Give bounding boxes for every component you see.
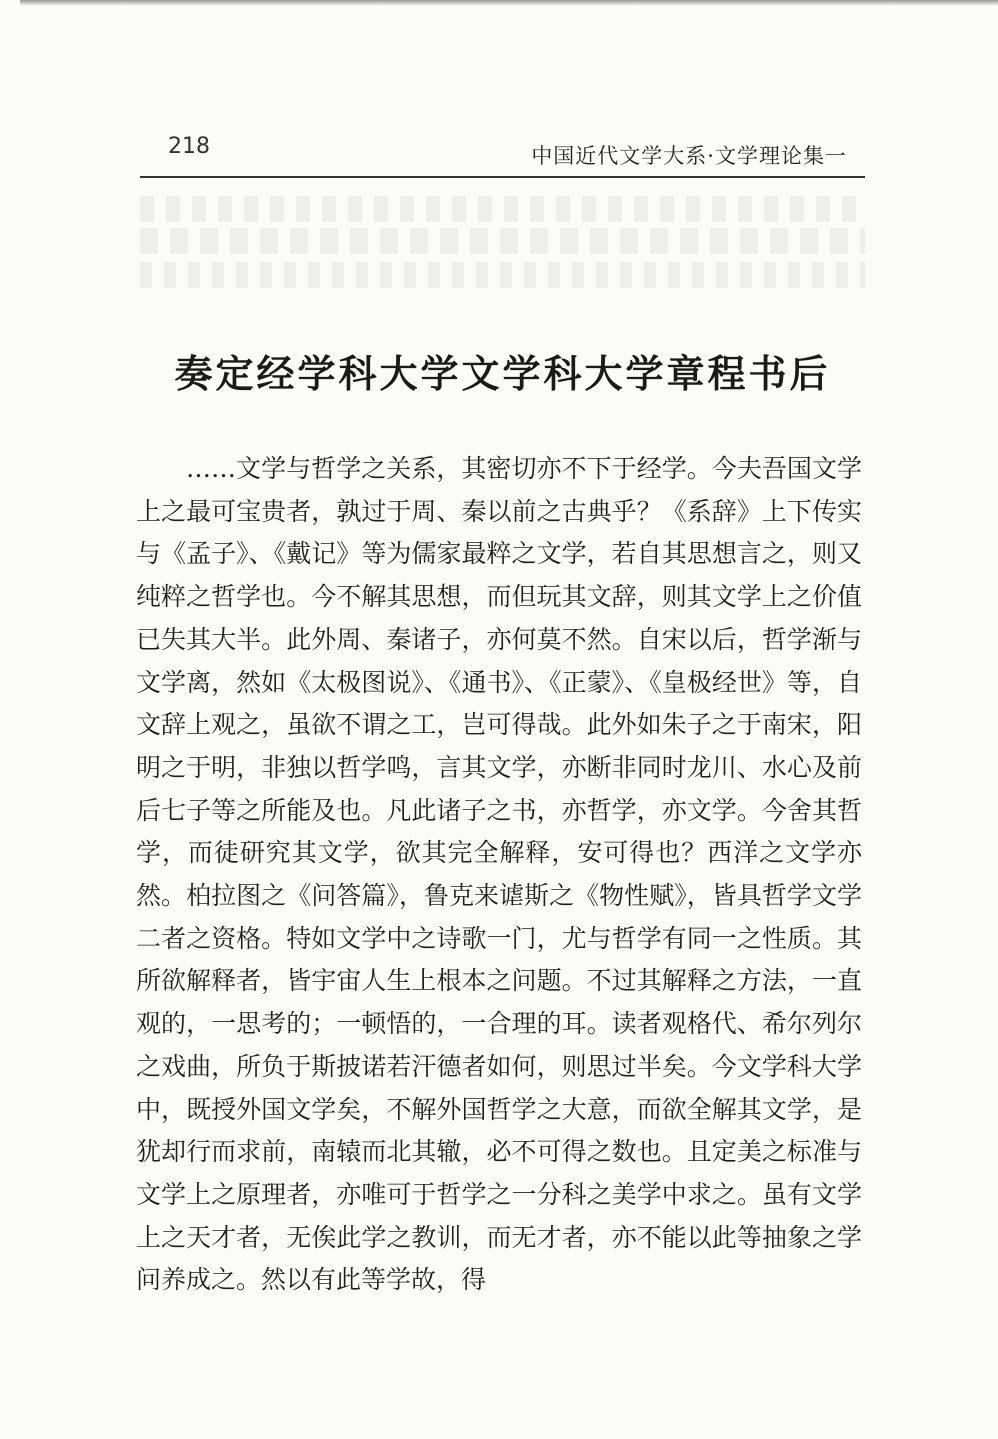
page-header (140, 128, 865, 180)
bleed-through-line (140, 228, 865, 254)
page-number: 218 (168, 134, 210, 159)
bleed-through-line (140, 262, 865, 288)
running-title: 中国近代文学大系·文学理论集一 (531, 144, 847, 168)
scan-edge (20, 0, 998, 6)
header-rule (140, 176, 865, 178)
article-body: ……文学与哲学之关系，其密切亦不下于经学。今夫吾国文学上之最可宝贵者，孰过于周、秦以前之古典乎？《系辞》上下传实与《孟子》、《戴记》等为儒家最粹之文学，若自其思想言之，则又纯粹之哲学也。今不解其思想，而但玩其文辞，则其文学上之价值已失其大半。此外周、秦诸子，亦何莫不然。自宋以后，哲学渐与文学离，然如《太极图说》、《通书》、《正蒙》、《皇极经世》等，自文辞上观之，虽欲不谓之工，岂可得哉。此外如朱子之于南宋，阳明之于明，非独以哲学鸣，言其文学，亦断非同时龙川、水心及前后七子等之所能及也。凡此诸子之书，亦哲学，亦文学。今舍其哲学，而徒研究其文学，欲其完全解释，安可得也？西洋之文学亦然。柏拉图之《问答篇》，鲁克来谑斯之《物性赋》，皆具哲学文学二者之资格。特如文学中之诗歌一门，尤与哲学有同一之性质。其所欲解释者，皆宇宙人生上根本之问题。不过其解释之方法，一直观的，一思考的；一顿悟的，一合理的耳。读者观格代、希尔列尔之戏曲，所负于斯披诺若汗德者如何，则思过半矣。今文学科大学中，既授外国文学矣，不解外国哲学之大意，而欲全解其文学，是犹却行而求前，南辕而北其辙，必不可得之数也。且定美之标准与文学上之原理者，亦唯可于哲学之一分科之美学中求之。虽有文学上之天才者，无俟此学之教训，而无才者，亦不能以此等抽象之学问养成之。然以有此等学故，得 (136, 454, 862, 1295)
bleed-through-line (140, 196, 865, 222)
article-title: 奏定经学科大学文学科大学章程书后 (174, 351, 831, 397)
